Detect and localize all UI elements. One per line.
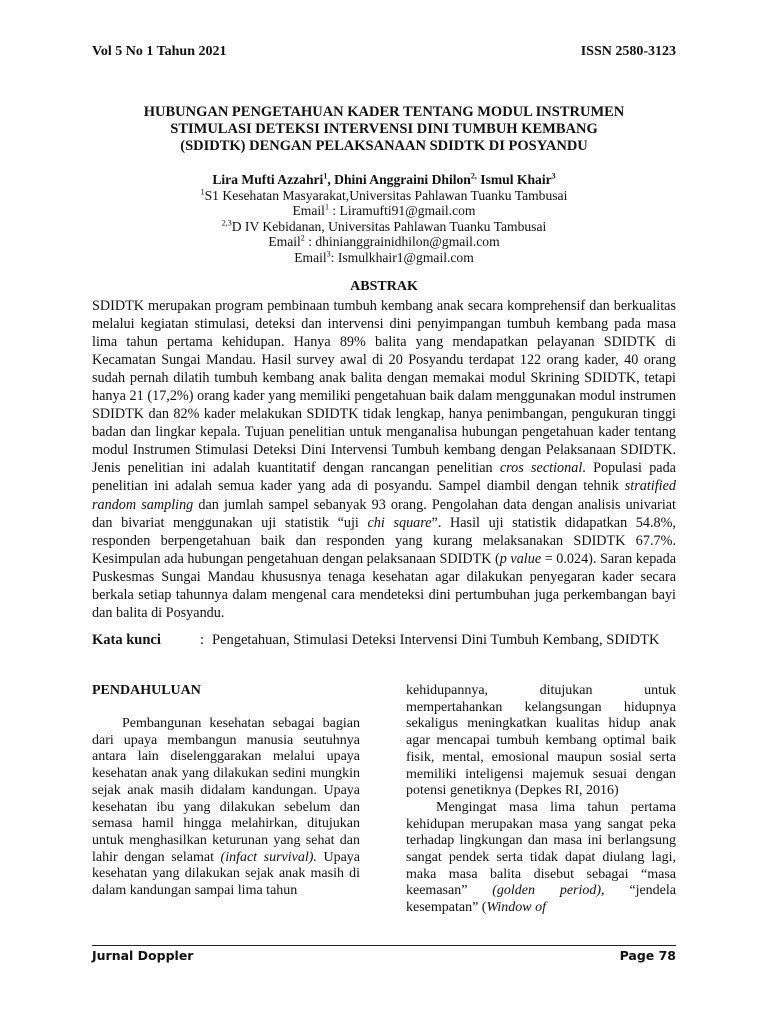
email-1 [90,203,678,219]
abstract-italic: p value [499,550,542,567]
title-line: HUBUNGAN PENGETAHUAN KADER TENTANG MODUL INSTRUMEN [143,104,625,120]
journal-volume: Vol 5 No 1 Tahun 2021 [92,44,227,59]
keywords-colon: : [200,632,205,648]
paragraph: kehidupannya, ditujukan untuk mempertahankan kelangsungan hidupnya sekaligus meningkatkan kualitas hidup anak agar mencapai tumbuh kembang optimal baik fisik, mental, emosional maupun sosial serta memiliki inteligensi majemuk sesuai dengan potensi genetiknya (Depkes RI, 2016) [406,683,676,799]
issn: ISSN 2580-3123 [580,44,676,59]
email-3-label: Email [294,249,327,265]
footer-rule [92,945,676,946]
abstract-heading: ABSTRAK [350,279,418,294]
author-names [90,172,678,188]
email-1-label: Email [292,203,325,219]
paragraph-text: “jendela kesempatan” ( [406,883,676,916]
author-2: , Dhini Anggraini Dhilon [327,172,471,187]
author-3: Ismul Khair [476,172,552,187]
paragraph-text: Mengingat masa lima tahun pertama kehidupan merupakan masa yang sangat peka terhadap lingkungan dan masa ini berlangsung sangat pendek serta tidak dapat diulang lagi, maka masa balita disebut sebagai “masa keemasan” [406,799,676,899]
author-1: Lira Mufti Azzahri [212,172,324,187]
page-number: Page 78 [619,948,676,963]
abstract-italic: stratified random sampling [92,478,676,513]
email-3-text: : Ismulkhair1@gmail.com [330,249,474,265]
abstract-text: SDIDTK merupakan program pembinaan tumbuh kembang anak secara komprehensif dan berkualitas melalui kegiatan stimulasi, deteksi dan intervensi dini penyimpangan tumbuh kembang pada masa lima tahun pertama kehidupan. Hanya 89% balita yang mendapatkan pelayanan SDIDTK di Kecamatan Sungai Mandau. Hasil survey awal di 20 Posyandu terdapat 122 orang kader, 40 orang sudah pernah dilatih tumbuh kembang anak balita dengan memakai modul Skrining SDIDTK, tetapi hanya 21 (17,2%) orang kader yang memiliki pengetahuan baik dalam menggunakan modul instrumen SDIDTK dan 82% kader melakukan SDIDTK tidak lengkap, hanya penimbangan, pengukuran tinggi badan dan lingkar kepala. Tujuan penelitian untuk menganalisa hubungan pengetahuan kader tentang modul Instrumen Stimulasi Deteksi Dini Intervensi Tumbuh kembang dengan Pelaksanaan SDIDTK. Jenis penelitian ini adalah kuantitatif dengan rancangan penelitian [92,298,676,477]
affiliation-2-text: D IV Kebidanan, Universitas Pahlawan Tuanku Tambusai [231,218,547,234]
abstract-text: . Populasi pada penelitian ini adalah semua kader yang ada di posyandu. Sampel diambil dengan tehnik [92,460,676,495]
paragraph-text: Upaya kesehatan yang dilakukan sejak anak masih di dalam kandungan sampai lima tahun [92,849,361,899]
author-1-sup: 1 [323,171,328,181]
affiliation-1 [90,188,678,204]
email-3 [90,250,678,266]
left-column [92,716,360,900]
paragraph-text: Pembangunan kesehatan sebagai bagian dari upaya membangun manusia seutuhnya antara lain diselenggarakan melalui upaya kesehatan anak yang dilakukan sedini mungkin sejak anak masih didalam kandungan. Upaya kesehatan ibu yang dilakukan sebelum dan semasa hamil hingga melahirkan, ditujukan untuk menghasilkan keturunan yang sehat dan lahir dengan selamat [92,716,360,865]
journal-name: Jurnal Doppler [92,948,194,963]
right-column [406,683,676,917]
abstract-italic: cros sectional [499,460,583,477]
email-2-label: Email [268,234,301,250]
author-block [90,172,678,266]
email-2-sup: 2 [300,233,305,243]
affiliation-2-sup: 2,3 [221,218,232,228]
abstract-text: = 0.024). Saran kepada Puskesmas Sungai Mandau khususnya tenaga kesehatan agar dilakukan penyegaran kader secara berkala setiap tahunnya dalam mengenal cara mendeteksi dini pertumbuhan juga perkembangan bayi dan balita di Posyandu. [92,550,676,621]
abstract-italic: chi square [367,514,432,531]
abstract-text: ”. Hasil uji statistik didapatkan 54.8%, responden berpengetahuan baik dan responden yang kurang melaksanakan SDIDTK 67.7%. Kesimpulan ada hubungan pengetahuan dengan pelaksanaan SDIDTK ( [92,514,676,567]
paragraph-italic: Window of [486,900,546,916]
abstract-text: dan jumlah sampel sebanyak 93 orang. Pengolahan data dengan analisis univariat dan bivariat menggunakan uji statistik “uji [92,496,676,531]
email-3-sup: 3 [326,249,331,259]
title-line: STIMULASI DETEKSI INTERVENSI DINI TUMBUH KEMBANG [170,121,598,137]
affiliation-2 [90,219,678,235]
affiliation-1-sup: 1 [200,187,205,197]
title-line: (SDIDTK) DENGAN PELAKSANAAN SDIDTK DI POSYANDU [180,138,588,154]
email-2 [90,234,678,250]
email-1-sup: 1 [324,202,329,212]
paragraph [406,800,676,917]
paragraph [92,716,360,900]
section-heading: PENDAHULUAN [92,683,201,698]
paragraph-italic: (infact survival). [220,849,317,865]
author-3-sup: 3 [551,171,556,181]
keywords-label: Kata kunci [92,632,161,648]
keywords-text: Pengetahuan, Stimulasi Deteksi Intervensi Dini Tumbuh Kembang, SDIDTK [212,632,660,648]
abstract-body [92,297,676,622]
email-2-text: : dhinianggrainidhilon@gmail.com [304,234,500,250]
paragraph-italic: (golden period), [492,883,605,899]
email-1-text: : Liramufti91@gmail.com [328,203,476,219]
affiliation-1-text: S1 Kesehatan Masyarakat,Universitas Pahlawan Tuanku Tambusai [204,187,568,203]
paper-title [90,104,678,155]
author-2-sup: 2, [470,171,477,181]
